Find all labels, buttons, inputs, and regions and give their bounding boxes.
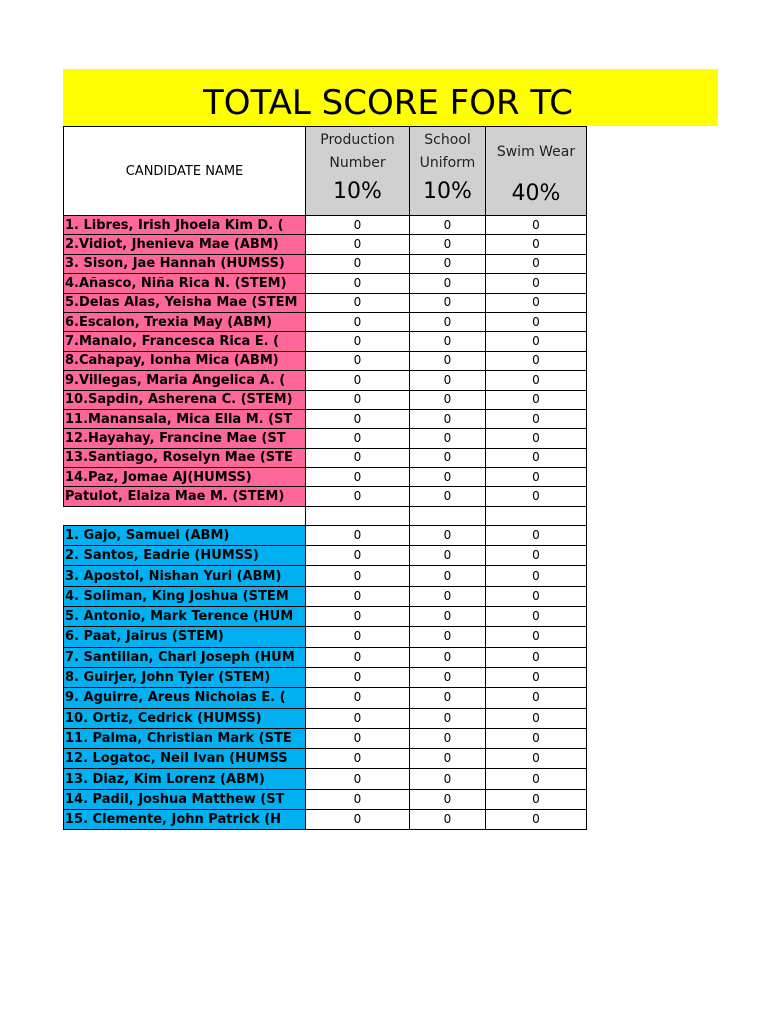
table-row [64,627,587,647]
candidate-name-cell[interactable]: 9. Aguirre, Areus Nicholas E. ( [64,688,306,708]
candidate-name-cell[interactable]: 12.Hayahay, Francine Mae (ST [64,429,306,448]
table-row [64,390,587,409]
candidate-name-cell[interactable]: 3. Apostol, Nishan Yuri (ABM) [64,566,306,586]
candidate-name-cell[interactable]: 9.Villegas, Maria Angelica A. ( [64,371,306,390]
table-row [64,274,587,293]
table-row [64,312,587,331]
table-row [64,216,587,235]
table-row [64,789,587,809]
swim-wear-score[interactable]: 0 [486,487,587,506]
swim-wear-score[interactable]: 0 [486,371,587,390]
swim-wear-score[interactable]: 0 [486,728,587,748]
table-row [64,546,587,566]
school-uniform-score[interactable]: 0 [410,487,486,506]
table-row [64,525,587,545]
school-uniform-score[interactable]: 0 [410,708,486,728]
candidate-name-cell[interactable]: 6. Paat, Jairus (STEM) [64,627,306,647]
table-row [64,429,587,448]
production-number-score[interactable]: 0 [306,487,410,506]
production-number-score[interactable]: 0 [306,371,410,390]
swim-wear-score[interactable]: 0 [486,409,587,428]
column-label-line1: Swim Wear [496,144,576,160]
swim-wear-score[interactable]: 0 [486,312,587,331]
school-uniform-score[interactable]: 0 [410,728,486,748]
table-row [64,647,587,667]
school-uniform-score[interactable]: 0 [410,409,486,428]
candidate-name-cell[interactable]: 14.Paz, Jomae AJ(HUMSS) [64,468,306,487]
production-number-score[interactable]: 0 [306,688,410,708]
swim-wear-score[interactable]: 0 [486,749,587,769]
school-uniform-score[interactable]: 0 [410,789,486,809]
empty-cell[interactable] [64,506,306,525]
table-row [64,371,587,390]
production-number-score[interactable]: 0 [306,708,410,728]
swim-wear-score[interactable]: 0 [486,769,587,789]
candidate-name-cell[interactable]: Patulot, Elaiza Mae M. (STEM) [64,487,306,506]
table-row [64,351,587,370]
production-number-header[interactable] [306,127,410,216]
table-row [64,769,587,789]
swim-wear-score[interactable]: 0 [486,688,587,708]
production-number-score[interactable]: 0 [306,566,410,586]
swim-wear-score[interactable]: 0 [486,216,587,235]
production-number-score[interactable]: 0 [306,749,410,769]
candidate-name-cell[interactable]: 3. Sison, Jae Hannah (HUMSS) [64,254,306,273]
table-row [64,487,587,506]
production-number-score[interactable]: 0 [306,728,410,748]
table-row [64,667,587,687]
school-uniform-score[interactable]: 0 [410,216,486,235]
swim-wear-score[interactable]: 0 [486,810,587,830]
swim-wear-score[interactable]: 0 [486,235,587,254]
column-weight: 40% [511,181,561,206]
candidate-name-cell[interactable]: 6.Escalon, Trexia May (ABM) [64,312,306,331]
school-uniform-score[interactable]: 0 [410,810,486,830]
table-row [64,586,587,606]
production-number-score[interactable]: 0 [306,546,410,566]
candidate-name-cell[interactable]: 15. Clemente, John Patrick (H [64,810,306,830]
swim-wear-score[interactable]: 0 [486,667,587,687]
candidate-name-cell[interactable]: 8.Cahapay, Ionha Mica (ABM) [64,351,306,370]
swim-wear-score[interactable]: 0 [486,525,587,545]
candidate-name-cell[interactable]: 5.Delas Alas, Yeisha Mae (STEM [64,293,306,312]
candidate-name-cell[interactable]: 11.Manansala, Mica Ella M. (ST [64,409,306,428]
title-banner [63,69,718,126]
table-row [64,448,587,467]
production-number-score[interactable]: 0 [306,647,410,667]
candidate-name-cell[interactable]: 10. Ortiz, Cedrick (HUMSS) [64,708,306,728]
header-row [64,127,587,216]
swim-wear-score[interactable]: 0 [486,566,587,586]
candidate-name-cell[interactable]: 1. Gajo, Samuel (ABM) [64,525,306,545]
school-uniform-score[interactable]: 0 [410,546,486,566]
empty-cell[interactable] [486,506,587,525]
swim-wear-score[interactable]: 0 [486,293,587,312]
swim-wear-score[interactable]: 0 [486,647,587,667]
school-uniform-score[interactable]: 0 [410,390,486,409]
production-number-score[interactable]: 0 [306,627,410,647]
table-row [64,254,587,273]
production-number-score[interactable]: 0 [306,468,410,487]
production-number-score[interactable]: 0 [306,769,410,789]
candidate-name-cell[interactable]: 7. Santillan, Charl Joseph (HUM [64,647,306,667]
column-weight: 10% [423,179,472,204]
production-number-score[interactable]: 0 [306,525,410,545]
production-number-score[interactable]: 0 [306,390,410,409]
candidate-name-header[interactable]: CANDIDATE NAME [64,127,306,216]
candidate-name-cell[interactable]: 12. Logatoc, Neil Ivan (HUMSS [64,749,306,769]
production-number-score[interactable]: 0 [306,293,410,312]
spacer-row [64,506,587,525]
candidate-name-cell[interactable]: 11. Palma, Christian Mark (STE [64,728,306,748]
school-uniform-score[interactable]: 0 [410,627,486,647]
candidate-name-cell[interactable]: 1. Libres, Irish Jhoela Kim D. ( [64,216,306,235]
candidate-name-cell[interactable]: 10.Sapdin, Asherena C. (STEM) [64,390,306,409]
school-uniform-score[interactable]: 0 [410,688,486,708]
table-row [64,468,587,487]
candidate-name-cell[interactable]: 13. Diaz, Kim Lorenz (ABM) [64,769,306,789]
school-uniform-score[interactable]: 0 [410,468,486,487]
table-row [64,235,587,254]
table-row [64,607,587,627]
candidate-name-cell[interactable]: 2.Vidiot, Jhenieva Mae (ABM) [64,235,306,254]
score-table [63,126,587,830]
swim-wear-score[interactable]: 0 [486,708,587,728]
swim-wear-score[interactable]: 0 [486,627,587,647]
production-number-score[interactable]: 0 [306,586,410,606]
production-number-score[interactable]: 0 [306,235,410,254]
column-label-line1: School [424,132,471,148]
table-row [64,332,587,351]
production-number-score[interactable]: 0 [306,216,410,235]
table-row [64,566,587,586]
swim-wear-score[interactable]: 0 [486,586,587,606]
column-label-line2: Uniform [419,155,476,171]
swim-wear-score[interactable]: 0 [486,274,587,293]
school-uniform-score[interactable]: 0 [410,293,486,312]
table-row [64,688,587,708]
school-uniform-score[interactable]: 0 [410,586,486,606]
candidate-name-cell[interactable]: 5. Antonio, Mark Terence (HUM [64,607,306,627]
column-label-line2: Number [329,155,386,171]
swim-wear-header[interactable] [486,127,587,216]
production-number-score[interactable]: 0 [306,607,410,627]
school-uniform-header[interactable] [410,127,486,216]
swim-wear-score[interactable]: 0 [486,607,587,627]
empty-cell[interactable] [306,506,410,525]
school-uniform-score[interactable]: 0 [410,351,486,370]
swim-wear-score[interactable]: 0 [486,254,587,273]
production-number-score[interactable]: 0 [306,332,410,351]
school-uniform-score[interactable]: 0 [410,769,486,789]
school-uniform-score[interactable]: 0 [410,667,486,687]
table-row [64,293,587,312]
production-number-score[interactable]: 0 [306,274,410,293]
school-uniform-score[interactable]: 0 [410,566,486,586]
production-number-score[interactable]: 0 [306,351,410,370]
column-label-line1: Production [320,132,395,148]
school-uniform-score[interactable]: 0 [410,254,486,273]
school-uniform-score[interactable]: 0 [410,749,486,769]
candidate-name-cell[interactable]: 14. Padil, Joshua Matthew (ST [64,789,306,809]
swim-wear-score[interactable]: 0 [486,789,587,809]
school-uniform-score[interactable]: 0 [410,312,486,331]
empty-cell[interactable] [410,506,486,525]
candidate-name-cell[interactable]: 4.Añasco, Niña Rica N. (STEM) [64,274,306,293]
table-row [64,728,587,748]
swim-wear-score[interactable]: 0 [486,546,587,566]
swim-wear-score[interactable]: 0 [486,332,587,351]
candidate-name-cell[interactable]: 2. Santos, Eadrie (HUMSS) [64,546,306,566]
candidate-name-cell[interactable]: 4. Soliman, King Joshua (STEM [64,586,306,606]
table-row [64,409,587,428]
table-row [64,810,587,830]
school-uniform-score[interactable]: 0 [410,429,486,448]
school-uniform-score[interactable]: 0 [410,448,486,467]
production-number-score[interactable]: 0 [306,789,410,809]
candidate-name-cell[interactable]: 13.Santiago, Roselyn Mae (STE [64,448,306,467]
swim-wear-score[interactable]: 0 [486,468,587,487]
table-row [64,749,587,769]
candidate-name-cell[interactable]: 7.Manalo, Francesca Rica E. ( [64,332,306,351]
candidate-name-cell[interactable]: 8. Guirjer, John Tyler (STEM) [64,667,306,687]
production-number-score[interactable]: 0 [306,667,410,687]
school-uniform-score[interactable]: 0 [410,274,486,293]
school-uniform-score[interactable]: 0 [410,371,486,390]
column-weight: 10% [333,179,382,204]
school-uniform-score[interactable]: 0 [410,647,486,667]
page-title: TOTAL SCORE FOR TC [203,83,573,123]
school-uniform-score[interactable]: 0 [410,332,486,351]
school-uniform-score[interactable]: 0 [410,607,486,627]
production-number-score[interactable]: 0 [306,810,410,830]
production-number-score[interactable]: 0 [306,254,410,273]
swim-wear-score[interactable]: 0 [486,429,587,448]
production-number-score[interactable]: 0 [306,448,410,467]
swim-wear-score[interactable]: 0 [486,448,587,467]
school-uniform-score[interactable]: 0 [410,235,486,254]
swim-wear-score[interactable]: 0 [486,351,587,370]
production-number-score[interactable]: 0 [306,429,410,448]
swim-wear-score[interactable]: 0 [486,390,587,409]
school-uniform-score[interactable]: 0 [410,525,486,545]
table-row [64,708,587,728]
production-number-score[interactable]: 0 [306,312,410,331]
production-number-score[interactable]: 0 [306,409,410,428]
